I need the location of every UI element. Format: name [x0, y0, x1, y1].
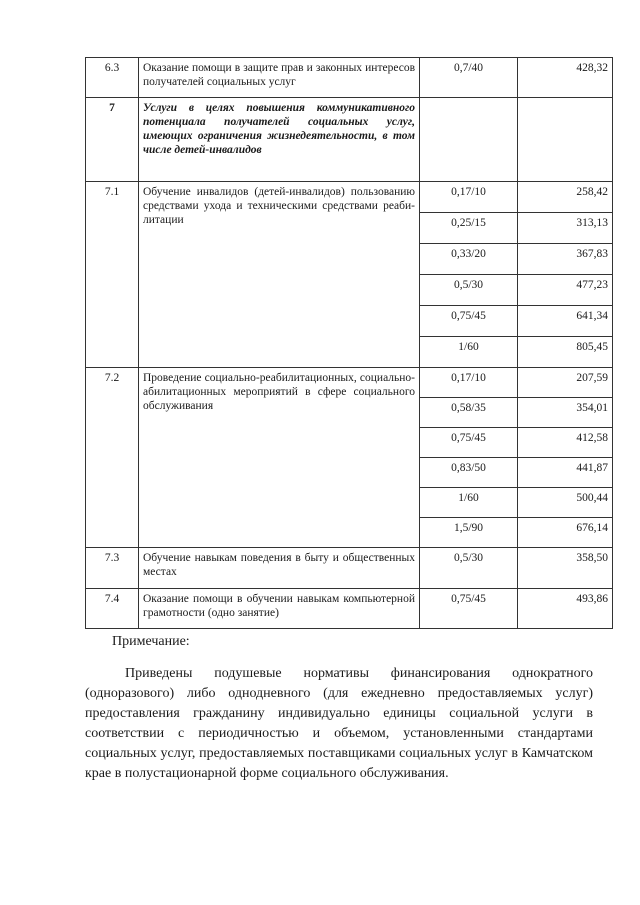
service-description: Оказание помощи в защите прав и законных интересов получателей социальных услуг [139, 58, 420, 98]
price-cell: 207,59 [518, 368, 613, 398]
price-cell: 500,44 [518, 488, 613, 518]
frequency-cell: 0,75/45 [420, 589, 518, 629]
frequency-cell: 0,7/40 [420, 58, 518, 98]
row-number: 7.1 [86, 182, 139, 368]
table-row [86, 58, 613, 98]
frequency-cell: 0,5/30 [420, 275, 518, 306]
price-cell: 412,58 [518, 428, 613, 458]
frequency-cell: 1/60 [420, 337, 518, 368]
price-cell: 358,50 [518, 548, 613, 589]
frequency-cell: 0,75/45 [420, 306, 518, 337]
table-row [86, 182, 613, 213]
price-cell: 441,87 [518, 458, 613, 488]
frequency-cell: 1,5/90 [420, 518, 518, 548]
service-description: Обучение инвалидов (детей-инвалидов) пользованию средствами ухода и техническими средствами реаби- литации [139, 182, 420, 368]
frequency-cell: 0,17/10 [420, 368, 518, 398]
note-label: Примечание: [112, 634, 190, 649]
service-description: Проведение социально-реабилитационных, социально-абилитационных мероприятий в сфере социального обслуживания [139, 368, 420, 548]
price-cell: 641,34 [518, 306, 613, 337]
price-cell: 313,13 [518, 213, 613, 244]
table-row [86, 589, 613, 629]
table-row [86, 368, 613, 398]
frequency-cell: 0,75/45 [420, 428, 518, 458]
price-cell: 477,23 [518, 275, 613, 306]
section-title: Услуги в целях повышения коммуникативного потенциала получателей социальных услуг, имеющих ограничения жизнедеятельности, в том числе детей-инвалидов [139, 98, 420, 182]
row-number: 7.2 [86, 368, 139, 548]
price-cell: 428,32 [518, 58, 613, 98]
price-cell: 805,45 [518, 337, 613, 368]
empty-cell [420, 98, 518, 182]
frequency-cell: 0,17/10 [420, 182, 518, 213]
frequency-cell: 0,33/20 [420, 244, 518, 275]
table-row [86, 548, 613, 589]
frequency-cell: 0,58/35 [420, 398, 518, 428]
row-number: 7.3 [86, 548, 139, 589]
price-cell: 493,86 [518, 589, 613, 629]
price-cell: 676,14 [518, 518, 613, 548]
frequency-cell: 0,25/15 [420, 213, 518, 244]
empty-cell [518, 98, 613, 182]
frequency-cell: 0,83/50 [420, 458, 518, 488]
row-number: 6.3 [86, 58, 139, 98]
note-paragraph: Приведены подушевые нормативы финансирования однократного (одноразового) либо однодневного (для ежедневно предоставляемых услуг) предоставления гражданину индивидуально единицы социальной услуги в соответствии с периодичностью и объемом, установленными стандартами социальных услуг, предоставляемых поставщиками социальных услуг в Камчатском крае в полустационарной форме социального обслуживания. [85, 666, 593, 781]
service-description: Оказание помощи в обучении навыкам компьютерной грамотности (одно занятие) [139, 589, 420, 629]
section-number: 7 [86, 98, 139, 182]
service-description: Обучение навыкам поведения в быту и общественных местах [139, 548, 420, 589]
section-row [86, 98, 613, 182]
tariff-table [85, 57, 613, 629]
price-cell: 258,42 [518, 182, 613, 213]
price-cell: 367,83 [518, 244, 613, 275]
row-number: 7.4 [86, 589, 139, 629]
price-cell: 354,01 [518, 398, 613, 428]
frequency-cell: 0,5/30 [420, 548, 518, 589]
frequency-cell: 1/60 [420, 488, 518, 518]
